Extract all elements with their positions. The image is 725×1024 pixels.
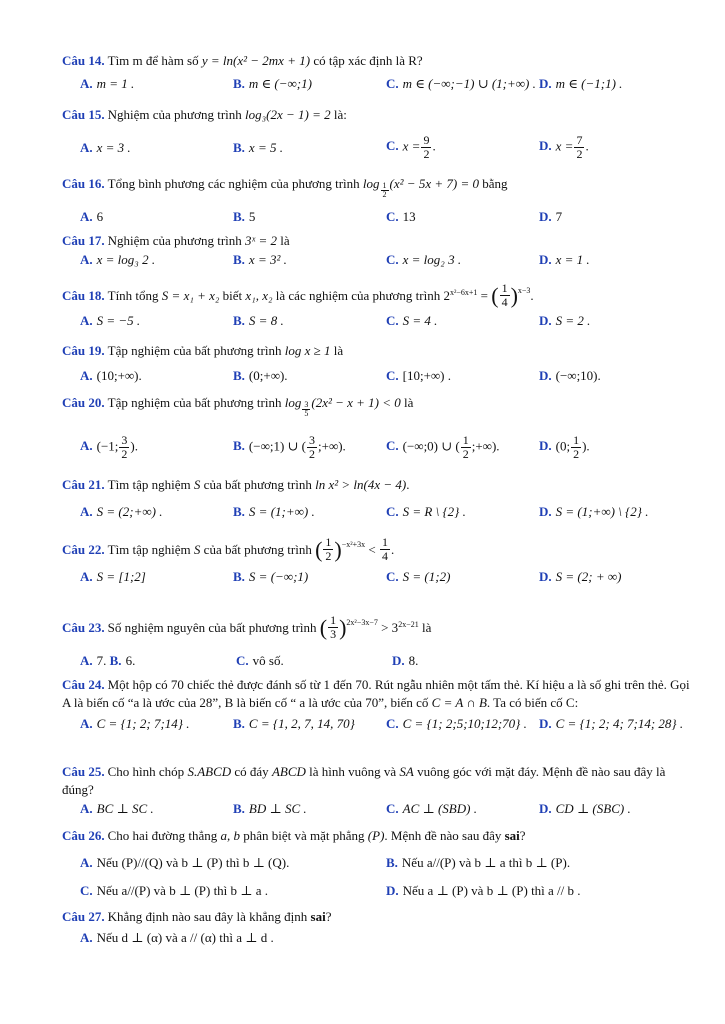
stem-text: là [400, 395, 414, 410]
option-a[interactable]: A. m = 1 . [80, 76, 135, 91]
options-row [80, 569, 692, 585]
stem-text: là hình vuông và [305, 764, 400, 779]
question-stem [62, 763, 692, 799]
stem-math: log [284, 395, 302, 410]
stem-text: Cho hình chóp [107, 764, 188, 779]
options-row [80, 368, 692, 384]
stem-text: là: [330, 107, 347, 122]
question-stem [62, 827, 692, 845]
exponent: 2x−21 [398, 620, 419, 629]
options-row [80, 855, 692, 871]
question-19 [62, 342, 692, 384]
option-b[interactable]: B. S = (−∞;1) [233, 569, 309, 584]
option-a[interactable]: A. S = (2;+∞) . [80, 504, 163, 519]
fraction: $\frac{3}{2}$ [309, 433, 316, 461]
question-number: Câu 20. [62, 395, 105, 410]
question-stem [62, 175, 692, 199]
stem-text: Tập nghiệm của bất phương trình [107, 343, 285, 358]
question-15 [62, 106, 692, 161]
fraction: $\frac{1}{2}$ [325, 535, 332, 563]
stem-math: a, b [220, 828, 240, 843]
option-a[interactable]: A. (10;+∞). [80, 368, 142, 383]
option-c[interactable]: C. S = R \ {2} . [386, 504, 466, 519]
option-d[interactable]: D. 8. [392, 653, 419, 668]
option-c[interactable]: C. x = log₂ 3 . [386, 252, 462, 267]
question-18 [62, 282, 692, 329]
question-16 [62, 175, 692, 225]
stem-text: Tìm m để hàm số [107, 53, 202, 68]
option-d[interactable]: D. x = 1 . [539, 252, 590, 267]
stem-math: S.ABCD [187, 764, 232, 779]
question-number: Câu 24. [62, 677, 105, 692]
question-stem [62, 676, 692, 712]
question-24 [62, 676, 692, 732]
question-22 [62, 536, 692, 585]
question-number: Câu 21. [62, 477, 105, 492]
stem-text: Tính tổng [107, 287, 162, 303]
fraction: $\frac{9}{2}$ [423, 133, 430, 161]
option-c[interactable]: C. vô số. [236, 653, 284, 668]
question-number: Câu 17. [62, 233, 105, 248]
question-number: Câu 14. [62, 53, 105, 68]
stem-math: SA [399, 764, 414, 779]
question-number: Câu 22. [62, 541, 105, 557]
stem-text: Số nghiệm nguyên của bất phương trình [107, 619, 320, 635]
stem-math: ln x² > ln(4x − 4) [315, 477, 407, 492]
fraction: $\frac{7}{2}$ [576, 133, 583, 161]
stem-math: log x ≥ 1 [284, 343, 331, 358]
question-14 [62, 52, 692, 92]
option-b[interactable]: B. C = {1, 2, 7, 14, 70} [233, 716, 355, 731]
stem-text: bằng [478, 176, 508, 191]
stem-text: Nghiệm của phương trình [107, 107, 246, 122]
log-base-fraction: $\frac{1}{2}$ [382, 181, 387, 199]
option-a[interactable]: A. x = 3 . [80, 139, 131, 155]
question-stem [62, 476, 692, 494]
stem-math: ABCD [271, 764, 306, 779]
option-b[interactable]: B. 5 [233, 209, 256, 224]
option-d[interactable]: D. m ∈ (−1;1) . [539, 76, 623, 91]
options-row [80, 209, 692, 225]
stem-text: ? [519, 828, 526, 843]
option-a[interactable]: A. BC ⊥ SC . [80, 801, 154, 816]
question-number: Câu 25. [62, 764, 105, 779]
stem-emphasis: sai [504, 828, 520, 843]
stem-math: y = ln(x² − 2mx + 1) [201, 53, 311, 68]
stem-text: Khẳng định nào sau đây là khẳng định [107, 909, 311, 924]
question-21 [62, 476, 692, 520]
option-d[interactable]: D. S = 2 . [539, 313, 591, 328]
stem-text: Tập nghiệm của bất phương trình [107, 395, 285, 410]
stem-math: < [365, 541, 379, 557]
stem-text: vuông góc với mặt đáy. Mệnh đề nào sau đây là đúng? [62, 764, 666, 797]
options-row [80, 134, 692, 161]
stem-text: phân biệt và mặt phẳng [239, 828, 368, 843]
question-stem [62, 908, 692, 926]
option-d[interactable]: D. Nếu a ⊥ (P) và b ⊥ (P) thì a // b . [386, 883, 581, 898]
option-c[interactable]: C. 13 [386, 209, 416, 224]
stem-text: Tìm tập nghiệm [107, 477, 194, 492]
stem-text: là các nghiệm của phương trình [272, 287, 444, 303]
stem-text: biết [219, 287, 246, 303]
options-row [80, 653, 692, 669]
options-row [80, 252, 692, 268]
fraction: $\frac{1}{2}$ [462, 433, 469, 461]
option-a[interactable]: A. C = {1; 2; 7;14} . [80, 716, 190, 731]
stem-text: có đáy [231, 764, 272, 779]
option-d[interactable]: D. x = $\frac{7}{2}$ . [539, 133, 589, 161]
stem-text: . Mệnh đề nào sau đây [384, 828, 505, 843]
option-a[interactable]: A. S = [1;2] [80, 569, 146, 584]
option-d[interactable]: D. CD ⊥ (SBC) . [539, 801, 631, 816]
option-c[interactable]: C. S = 4 . [386, 313, 438, 328]
exponent: x²−6x+1 [449, 288, 478, 297]
stem-text: Tổng bình phương các nghiệm của phương trình [107, 176, 363, 191]
stem-math: 2 [443, 287, 450, 303]
stem-math: S [193, 541, 201, 557]
question-26 [62, 827, 692, 899]
option-b[interactable]: B. (0;+∞). [233, 368, 288, 383]
option-d[interactable]: D. S = (2; + ∞) [539, 569, 622, 584]
question-stem [62, 106, 692, 124]
question-number: Câu 15. [62, 107, 105, 122]
stem-text: là [276, 233, 290, 248]
stem-math: log [362, 176, 380, 191]
option-a[interactable]: A. Nếu d ⊥ (α) và a // (α) thì a ⊥ d . [80, 930, 274, 945]
log-base-fraction: $\frac{3}{5}$ [304, 400, 309, 418]
stem-text: của bất phương trình [200, 477, 316, 492]
question-25 [62, 763, 692, 817]
option-a-b[interactable]: A. 7. B. 6. [80, 653, 136, 668]
options-row [80, 76, 692, 92]
stem-text: ? [325, 909, 332, 924]
stem-math: S [193, 477, 201, 492]
options-row [80, 434, 692, 461]
stem-math: C = A ∩ B [431, 695, 487, 710]
option-c[interactable]: C. m ∈ (−∞;−1) ∪ (1;+∞) . [386, 76, 536, 91]
options-row [80, 313, 692, 329]
stem-text: là [418, 619, 432, 635]
fraction: $\frac{1}{4}$ [501, 281, 508, 309]
option-b[interactable]: B. m ∈ (−∞;1) [233, 76, 312, 91]
stem-math: S = x₁ + x₂ [161, 287, 220, 303]
question-27 [62, 908, 692, 946]
options-row [80, 801, 692, 817]
stem-math: (P) [367, 828, 385, 843]
option-a[interactable]: A. x = log₃ 2 . [80, 252, 156, 267]
question-20 [62, 394, 692, 461]
option-d[interactable]: D. (0; $\frac{1}{2}$ ). [539, 433, 590, 461]
exponent: 2x²−3x−7 [346, 618, 378, 627]
stem-math: 3ˣ = 2 [245, 233, 277, 248]
question-number: Câu 26. [62, 828, 105, 843]
stem-math: (x² − 5x + 7) = 0 [389, 176, 479, 191]
option-d[interactable]: D. (−∞;10). [539, 368, 601, 383]
option-c[interactable]: C. Nếu a//(P) và b ⊥ (P) thì b ⊥ a . [80, 883, 269, 898]
options-row [80, 504, 692, 520]
question-stem [62, 394, 692, 418]
question-stem: Câu 18. Tính tổng S = x₁ + x₂ biết x₁, x₂ là các nghiệm của phương trình 2 x²−6x+1 = ( $\frac{1}{4}$ ) $^{x-3}$ . [62, 281, 534, 309]
options-row [80, 716, 692, 732]
stem-text: Nghiệm của phương trình [107, 233, 246, 248]
question-17 [62, 232, 692, 268]
question-number: Câu 23. [62, 619, 105, 635]
stem-text: Tìm tập nghiệm [107, 541, 194, 557]
option-d[interactable]: D. S = (1;+∞) \ {2} . [539, 504, 649, 519]
question-23 [62, 614, 692, 669]
option-b[interactable]: B. (−∞;1) ∪ ( $\frac{3}{2}$ ;+∞). [233, 433, 346, 461]
options-row [80, 930, 692, 946]
option-c[interactable]: C. C = {1; 2;5;10;12;70} . [386, 716, 527, 731]
option-b[interactable]: B. x = 3² . [233, 252, 287, 267]
fraction: $\frac{1}{4}$ [382, 535, 388, 563]
stem-math: x₁, x₂ [245, 287, 273, 303]
stem-text: Một hộp có 70 chiếc thẻ được đánh số từ 1 đến 70. Rút ngẫu nhiên một tấm thẻ. Kí hiệu a là số ghi trên thẻ. Gọi A là biến cố “a là ước của 28”, B là biến cố “ a là ước của 70”, biến cố [62, 677, 690, 710]
stem-math: (2x² − x + 1) < 0 [311, 395, 401, 410]
option-c[interactable]: C. S = (1;2) [386, 569, 451, 584]
option-a[interactable]: A. (−1; $\frac{3}{2}$ ). [80, 433, 139, 461]
stem-math: = [477, 287, 492, 303]
option-c[interactable]: C. AC ⊥ (SBD) . [386, 801, 477, 816]
option-a[interactable]: A. S = −5 . [80, 313, 141, 328]
option-c[interactable]: C. x = $\frac{9}{2}$ . [386, 133, 436, 161]
question-number: Câu 16. [62, 176, 105, 191]
stem-text: Cho hai đường thẳng [107, 828, 221, 843]
stem-text: có tập xác định là R? [310, 53, 423, 68]
stem-text: . Ta có biến cố C: [486, 695, 579, 710]
fraction: $\frac{1}{2}$ [573, 433, 580, 461]
stem-text: là [330, 343, 344, 358]
question-stem: Câu 22. Tìm tập nghiệm S của bất phương trình ( $\frac{1}{2}$ ) $^{-x^2+3x}$ < $\frac{1}{4}$ . [62, 535, 395, 563]
stem-emphasis: sai [310, 909, 326, 924]
fraction: $\frac{1}{3}$ [330, 613, 337, 641]
exponent: −x²+3x [341, 540, 366, 549]
option-a[interactable]: A. 6 [80, 209, 104, 224]
stem-math: > 3 [377, 619, 399, 635]
question-stem [62, 232, 692, 250]
stem-text: của bất phương trình [200, 541, 316, 557]
question-number: Câu 18. [62, 287, 105, 303]
question-stem [62, 342, 692, 360]
stem-math: log₃(2x − 1) = 2 [245, 107, 331, 122]
question-stem: Câu 23. Số nghiệm nguyên của bất phương trình ( $\frac{1}{3}$ ) $^{2x^2-3x-7}$ > 3 2x−21 là [62, 613, 432, 641]
option-c[interactable]: C. (−∞;0) ∪ ( $\frac{1}{2}$ ;+∞). [386, 433, 500, 461]
option-b[interactable]: B. S = (1;+∞) . [233, 504, 315, 519]
option-b[interactable]: B. Nếu a//(P) và b ⊥ a thì b ⊥ (P). [386, 855, 571, 870]
question-number: Câu 27. [62, 909, 105, 924]
option-b[interactable]: B. BD ⊥ SC . [233, 801, 307, 816]
option-b[interactable]: B. x = 5 . [233, 139, 283, 155]
option-d[interactable]: D. C = {1; 2; 4; 7;14; 28} . [539, 716, 684, 731]
option-c[interactable]: C. [10;+∞) . [386, 368, 452, 383]
exponent: x−3 [517, 286, 531, 295]
stem-text: . [406, 477, 410, 492]
stem-text: . [391, 541, 395, 557]
fraction: $\frac{3}{2}$ [121, 433, 128, 461]
option-d[interactable]: D. 7 [539, 209, 563, 224]
option-b[interactable]: B. S = 8 . [233, 313, 284, 328]
option-a[interactable]: A. Nếu (P)//(Q) và b ⊥ (P) thì b ⊥ (Q). [80, 855, 290, 870]
options-row [80, 883, 692, 899]
question-number: Câu 19. [62, 343, 105, 358]
question-stem [62, 52, 692, 70]
